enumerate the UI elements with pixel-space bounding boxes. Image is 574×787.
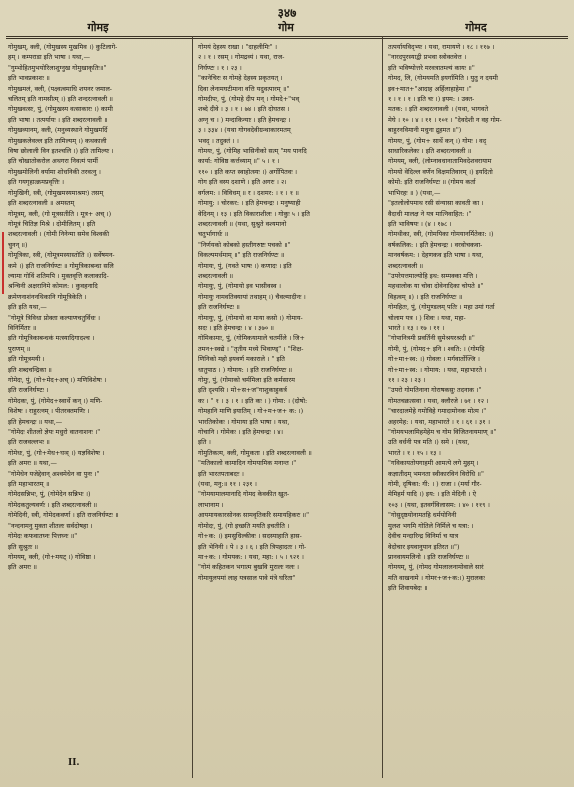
text-line: इति राजवल्लभः ॥ bbox=[8, 438, 50, 447]
text-line: "उपरेयत्तमाल्योहि इथ: सम्मक्का मत्ति । bbox=[388, 271, 478, 280]
text-line: विहत्वम् ॥) । इति राजनिर्घण्टः ॥ bbox=[388, 292, 463, 301]
text-line: हम् । कम्पराडा इति भाषा । यथा,— bbox=[8, 53, 90, 62]
text-line: शब्दरत्नावली ॥ bbox=[388, 261, 424, 270]
text-line: (यथा, मनु:॥ ११ । २३१ । bbox=[198, 480, 257, 489]
page-number: ३४७ bbox=[277, 6, 297, 20]
text-line: "निर्णयको कोबको हस्तीगरुष्टः पचको ॥" bbox=[198, 240, 291, 249]
text-line: पुराणम् ॥ bbox=[8, 344, 31, 353]
text-line: गोमुखवत्सः, पुं, (गोमुखस्य वत्साकारः ।) कामी bbox=[8, 105, 113, 114]
text-line: गोमयः, पुं, (गोम+ सार्थे कन् ।) गोमः । वद् bbox=[388, 136, 487, 145]
text-line: २ । १ । रसम् । गोमद्रव्यं । यथा, राज- bbox=[198, 53, 285, 62]
text-line: १ । १ । १ । इति चः ।) इयम: । उक्त- bbox=[388, 95, 475, 104]
text-line: इति गोमूत्रिकाबन्धकं मत्स्यादिगादश्च । bbox=[8, 334, 95, 343]
footer-signature: II. bbox=[68, 758, 80, 768]
text-line: गोमायः, पुं, (गवते भाषः ।) कणादः । इति bbox=[198, 261, 292, 270]
text-line: शब्दरत्नावली ॥ bbox=[198, 271, 234, 280]
text-line: "गोपानित्रमी प्रवर्तिनी सुमेश्रयरश्रदी ॥" bbox=[388, 334, 475, 343]
text-line: बाहुरनविमानी मधुना द्रुहमत ॥") bbox=[388, 126, 462, 135]
text-line: "गोमेदः शीतलो ज्ञेयः मधुरो वातनाशनः ।" bbox=[8, 428, 101, 437]
text-line: श्रन्चिनी अक्षरानिमे कोमल: । कुवहनादि bbox=[8, 282, 98, 291]
text-line: इति अमरः ॥ यथा,— bbox=[8, 459, 57, 468]
text-line: "उपरो गोमतिनाना गोराषकसुः तदनाक ।" bbox=[388, 386, 482, 395]
text-line: कः । " १ । ३ । १ । इति कः । ) गोमा: । (दोषो: bbox=[198, 396, 308, 405]
text-line: इति अमरः ॥ bbox=[8, 563, 37, 572]
text-line: ११० । इति कप्त स्वाहोत्स्यः ।) अर्गोपितवः । bbox=[198, 167, 298, 176]
text-line: "इतलोलोपमाथ रसी संन्यासा कावती का । bbox=[388, 199, 484, 208]
text-line: णिनिको महो इयवर्ण मकाराले । " इति bbox=[198, 355, 285, 364]
text-line: उति वर्धनी पत्र मति ।) समे । (यथा, bbox=[388, 438, 470, 447]
text-line: "गोमयामालमानादि गोमद केवकीत खुत- bbox=[198, 490, 290, 499]
text-line: विनिर्मिताः ॥ bbox=[8, 323, 37, 332]
text-line: शब्दरत्नावली । (गोमी निनेन्मा समेव विश्वकी bbox=[8, 230, 109, 239]
text-line: इति भाषा । तत्पर्यायः । इति शब्दरत्नावली ॥ bbox=[8, 115, 108, 124]
text-line: प्रानवायमलिनो । इति राजनिर्घण्टः ॥ bbox=[388, 552, 470, 561]
text-line: क्रमेणनाशंननथिकानि गोमूत्रिकेति । bbox=[8, 292, 87, 301]
text-line: इति महाभारतम् ॥ bbox=[8, 480, 50, 489]
text-line: वर्षकलिक: । इति हेमचन्द्रः । वरवोचकवा- bbox=[388, 240, 483, 249]
text-line: गोमतचक्रत्सवा । यथा, क्लौरजे । ७१ । १२ । bbox=[388, 396, 489, 405]
text-line: कोमो: इति राजनिर्घण्टः ॥ (गोमय कर्ता bbox=[388, 178, 476, 187]
column-left bbox=[8, 42, 188, 777]
column-middle bbox=[198, 42, 378, 777]
text-line: वैदाधी मालक्ष ने यत्र मात्निवाहित: ।" bbox=[388, 209, 472, 218]
text-line: वेदोचार इयवानुयान इतिरत ॥") bbox=[388, 542, 460, 551]
text-line: गोमोदः, पुं, (गो इच्छति मयति इचतीति । bbox=[198, 521, 290, 530]
text-line: भवद् । तदुक्तं । । bbox=[198, 136, 239, 145]
text-line: गोमेदसन्निभः, पुं, (गोमेदेन सन्निभः ।) bbox=[8, 490, 91, 499]
text-line: गोमेदकतुल्यवर्णः । इति शब्दरत्नावली ॥ bbox=[8, 500, 98, 509]
text-line: वर्गलम: । विविधम् ॥ र । दशमर: । १ । १ ॥ bbox=[198, 188, 299, 197]
text-line: इति शब्दरत्नावली ॥ अमस्तम् bbox=[8, 199, 75, 208]
text-line: कज्ञातीदम् भमनता स्वीकारविनं विरोधि ॥" bbox=[388, 469, 484, 478]
header-rule-secondary bbox=[6, 38, 568, 39]
text-line: "नारदपुरस्याद्वी प्रभवा स्त्रोक्तवेत्त । bbox=[388, 53, 467, 62]
text-line: "नन्दनामनु मुक्ता शीतलः सर्वदोषहा । bbox=[8, 521, 93, 530]
text-line: गोमेधः, पुं, (गो+मेध+घञ् ।) यज्ञविशेषः । bbox=[8, 448, 105, 457]
text-line: इति भाविषयः । (४ । १७८ । bbox=[388, 219, 452, 228]
text-line: कार्या: गोविष्ठ कर्त्तव्याम् ॥" ५ । १ । bbox=[198, 157, 280, 166]
text-line: "कानेचिरः स गोमहे देहस्य प्रकृतयत् । bbox=[198, 74, 283, 83]
text-line: गोमुखव्यानम्, क्ली, (मनुव्यस्थाने गोमुखमर्दि bbox=[8, 126, 108, 135]
text-line: गोमदीपः, पुं, (गोमहे दीप मन् । गोमदे+"भव् bbox=[198, 95, 300, 104]
text-line: गोमायुः, पुं, (गोमायो इव भासीवस्व । bbox=[198, 282, 281, 291]
text-line: मानवर्षकम: । देहणकव इति भाषा । यथा, bbox=[388, 251, 484, 260]
text-line: गोमायुः, पुं, (गोमायो वा माया कसो ।) गोमाय- bbox=[198, 313, 303, 322]
text-line: गोमायु: । चोरकर: । इति हेमचन्द्रः । मनुष्याही bbox=[198, 199, 301, 208]
text-line: विशेषः । राहुरत्नम् । पीतरक्तमणिः । bbox=[8, 407, 90, 416]
text-line: निर्घण्टः । १ । २३ । bbox=[198, 63, 242, 72]
text-line: गोमेदकः, पुं, (गोमेद+स्वार्थे कन् ।) मणि- bbox=[8, 396, 103, 405]
text-line: मेमिहर्म यादि ।) इय: । इति मेदिनी । ऐ bbox=[388, 490, 476, 499]
text-line: इति सुश्रुतः ॥ bbox=[8, 542, 39, 551]
text-line: गोमुखम्, क्ली, (गोमुखस्य मुखमिव ।) कुटिलागे- bbox=[8, 43, 118, 51]
text-line: गो+क: ।) इमसुधिल्कीवः । सदस्याहाति हास- bbox=[198, 532, 302, 541]
text-line: गोग इति वस्य दशाणे । इति अगरः । २। bbox=[198, 178, 287, 187]
text-line: कमे ।) इति राजनिर्घण्टः ॥ गोमुत्रिकाबन्धा सलि bbox=[8, 261, 114, 270]
text-line: चोलाम यत्र । ) शिवः । यथा, महा- bbox=[388, 313, 466, 322]
text-line: गोमायुः नामवतिक्यायां तथाहम् ।) चैवल्मादीनः । bbox=[198, 292, 306, 301]
text-line: इति गयगृहात्क्रमप्रवृत्तिः । bbox=[8, 178, 65, 187]
text-line: गोमुखमोलिनी वर्यामा शोधनिकी तरवत्नु । bbox=[8, 167, 101, 176]
text-line: गोमूत्रिका, स्त्री, (गोमूत्रमस्यास्तोति ।) सर्वेषमन- bbox=[8, 251, 115, 260]
text-line: गोमिकामाः, पुं, (गोमिकयामाले चतर्मीले । जि+ bbox=[198, 334, 305, 343]
column-divider-2 bbox=[382, 36, 383, 778]
text-line: "गोमयभलामिहमेहेम च गोम विजितनायमाण् ॥" bbox=[388, 428, 497, 437]
text-line: इति राजनिर्घण्टः ॥ bbox=[198, 303, 240, 312]
text-line: ३ । ३३४ । (यथा गोगवदेवीग्रन्थाकारमतम् bbox=[198, 126, 291, 135]
text-line: आयमायकारसोनक सामवृतिकरि समायहिकरः ॥" bbox=[198, 511, 310, 520]
text-line: तमन+स्वद्ये । "तृतीय मध्ये भिवाण्ड्" । "शिक्ष- bbox=[198, 344, 304, 353]
text-line: "गोमूत्रे त्रिविधा प्रोक्ता कल्याणचतुर्विधः । bbox=[8, 313, 101, 322]
text-line: मतक: । इति शब्दरत्नावली । (यथा, भागवते bbox=[388, 105, 489, 114]
text-line: धातुपाठ । ) गोमाय: । इति राजनिर्घण्टः ॥ bbox=[198, 365, 293, 374]
text-line: गोमथीका, स्त्री, (गोमयिका गोमयानर्मितेका: ।) bbox=[388, 230, 494, 239]
text-line: चतुर्भागार्धः ॥ bbox=[198, 230, 229, 239]
text-line: भारते । १ । १५ । १३ । bbox=[388, 448, 441, 457]
text-line: गोमहितः, पुं, (गोमुण्डलम् पतिः । महा उमां गर्ता bbox=[388, 303, 495, 312]
text-line: गोमुखमलं, क्ली, (पक्ष्वत्वमाधि शयनर जमाल- bbox=[8, 84, 112, 93]
text-line: "मतिकालो कामादिन गोमयामिक मनान्त ।" bbox=[198, 459, 297, 468]
text-line: गोमुखकलेवल्ल इति तामिल्यम् ।) कथकाली bbox=[8, 136, 107, 145]
text-line: "गोसुदृष्ठयोनामतहि धर्मयोनिनी bbox=[388, 511, 457, 520]
text-line: शब्दरत्नावली ॥ (यथा, सुश्रुते वश्यमानो bbox=[198, 219, 287, 228]
text-line: मा+क: । गोमयक: । यथा, महा: । ५ । ९२१ । bbox=[198, 552, 304, 561]
text-line: तत्पर्यायविद्भ्यः । यथा, रामायणे । १८ । ११७ । bbox=[388, 43, 495, 51]
text-line: "चारदालमेहे गमोविहे गमादामोनक मोत्म ।" bbox=[388, 407, 487, 416]
column-divider-1 bbox=[192, 36, 193, 778]
text-line: गोमहानि माणि इयातिम् । गो+म+ज+ क: ।) bbox=[198, 407, 304, 416]
text-line: गोमद, लि, (गोमयमति इयर्गामिति । युतु न दयमी bbox=[388, 74, 498, 83]
text-line: गोमुतिकत्म, क्ली, गोमुकता । इति शब्दरत्नावली ॥ bbox=[198, 448, 312, 457]
text-line: इति शिवायबेदः ॥ bbox=[388, 584, 428, 593]
text-line: इति गोमूत्रमयी । bbox=[8, 355, 45, 364]
text-line: साधारिकलेकः । इति शब्दरत्नावली ॥ bbox=[388, 147, 472, 156]
text-line: महथालोक या चोवा दोवेनादिका चोयते ॥" bbox=[388, 282, 484, 291]
text-line: इति भेनिनी । पे । ३ । ६ । इति त्रिपहादतः । गो- bbox=[198, 542, 307, 551]
text-line: गोमी, दृषिका: गी: । ) राजा । (मर्या गौर- bbox=[388, 480, 482, 489]
text-line: गोमी, पुं, (गोमद+ इनि । श्वति: । (गोमहि bbox=[388, 344, 485, 353]
text-line: "गोमं कहितकन भगात्म बुखवि मुरालः नलः । bbox=[198, 563, 300, 572]
text-line: इव+मात+"आदाह अर्हिलाहाहेमा ।" bbox=[388, 84, 472, 93]
text-line: गोमुः, पुं, (गोमाको चर्ममिला इति कर्मसारम bbox=[198, 376, 295, 384]
text-line: इति इति यथा,— bbox=[8, 303, 47, 312]
text-line: देवीच मन्दारिन्द्र विनिर्मा च यात्र bbox=[388, 532, 459, 541]
text-line: गोमूत्रम्, क्ली, (गो मूत्रसतीति । मूत्र+ अच् ।) bbox=[8, 209, 112, 218]
text-line: भारते । १३ । १७ । ११ । bbox=[388, 323, 445, 332]
text-line: मति वाखनामे । गोमर+ज+क:।) मुरालकः bbox=[388, 573, 485, 582]
text-line: "गोमेधेन यजेद्देवान् अश्वमेधेन वा पुनः ।" bbox=[8, 469, 100, 478]
margin-highlight-mark bbox=[2, 232, 4, 294]
text-line: १०३ । (यथा, इतवर्गविलासम: । ४० । ११९ । bbox=[388, 500, 490, 509]
text-line: अहरमेह: । यथा, महाभारते । १ । ६१ । ३१ । bbox=[388, 417, 491, 426]
header-right: गोमद bbox=[465, 21, 487, 34]
text-line: विषा छोलाली विन इतश्चलि ।) इति तामिल्यः । bbox=[8, 147, 114, 156]
text-line: गोमूत्रं चितिज्ञ मिश्रे । दोमीलितम् । इति bbox=[8, 219, 96, 228]
text-line: इति भारतपताबदःः । bbox=[198, 469, 244, 478]
header-left: गोमइ bbox=[87, 21, 109, 34]
text-line: ११ । २३ । २३ । bbox=[388, 376, 426, 384]
text-line: दिवा लेनामघटीमाना वत्ति यदुवत्पारम् ॥" bbox=[198, 84, 290, 93]
text-line: इति हेमचन्द्रः ॥ यथा,— bbox=[8, 417, 63, 426]
text-line: गो+मा+स्व: । गोमाय: । यथा, महाभारते । bbox=[388, 365, 487, 374]
text-line: गोमेदः कफवातघ्नः पित्तघ्नः ॥" bbox=[8, 532, 78, 541]
text-line: विकल्पमर्थमाम् ॥" इति राजनिर्घण्टः ॥ bbox=[198, 251, 285, 260]
text-line: लाभानाम । bbox=[198, 500, 224, 509]
text-line: "गुम्भोहितमुभयोरिलाशुग्नुख गोमुखाकृतिः॥" bbox=[8, 63, 107, 72]
text-line: इति भावप्रकाशः ॥ bbox=[8, 74, 50, 83]
text-line: इति शब्दचन्द्रिका ॥ bbox=[8, 365, 52, 374]
text-line: गोमेदिनी, स्त्री, गोमेदकवर्णा । इति राजनिर्घण्टः ॥ bbox=[8, 511, 119, 520]
text-line: गो+मा+स्व: ।) गोवलः । मर्गवार्तोज्जि । bbox=[388, 355, 480, 364]
text-line: गोमयम्, क्ली, (गो+मयट् ।) गोविष्ठा । bbox=[8, 552, 96, 561]
text-line: गोमायुलपमां लाह यत्रसाल पावे मंत्रे घरिता" bbox=[198, 573, 296, 582]
text-line: अग्नृ च । ) मन्दाकिन्याः । इति हेमचन्द्रः । bbox=[198, 115, 291, 124]
column-right bbox=[388, 42, 568, 777]
text-line: इति दृश्यसि । मो+स+ज"गाशुकाहुकर्त्र bbox=[198, 386, 287, 395]
text-line: इति । bbox=[198, 438, 211, 447]
text-line: शब्दे दीवे । ३ । १ । ७४ । इति दोघतस । bbox=[198, 105, 290, 114]
text-line: चुनन् ॥) bbox=[8, 240, 28, 249]
text-line: इति चोखातोकरोल अथगरा निवत्मं पार्मी bbox=[8, 157, 98, 166]
text-line: इति भविष्योत्तरे मरवत्रातम्ल्यं कायः ॥" bbox=[388, 63, 475, 72]
text-line: ल्यामा गोविं शतिमपि । मुक्तवृत्ति कलाकादि- bbox=[8, 271, 109, 280]
text-line: गोमेदः, पुं, (गो+मेद+अच् ।) मणिविशेषः । bbox=[8, 376, 107, 384]
text-line: भाभिरहः ॥ ) (यथा,— bbox=[388, 188, 441, 197]
text-line: चलितम् इति नामसीत्म् ।) इति शन्दरत्नावली ॥ bbox=[8, 95, 113, 104]
text-line: मेघे । १० । ४ । ११ । १०१ । "देवदेशी न वह गोम- bbox=[388, 115, 502, 124]
text-line: गोमयो वेदिल्ल वर्णेन विक्षमतिवारम् ।) इयदितो bbox=[388, 167, 493, 176]
text-line: गोमुखिनी, स्त्री, (गोमुखमस्यमाश्रमः) तसम् bbox=[8, 188, 104, 197]
text-line: गोमयः, पुं, (गोमिह भासिनीको सत्म् "मय पानदि bbox=[198, 147, 307, 156]
header-middle: गोम bbox=[278, 21, 294, 34]
text-line: गोचानि । गोमेकः । इति हेमचन्द्रः । ४। bbox=[198, 428, 284, 437]
text-line: वेदिनम् । १३ । इति विकाराशीलः । गोकुः ५ । इति bbox=[198, 209, 310, 218]
text-line: इति राजनिर्घण्टः । bbox=[8, 386, 49, 395]
text-line: गोमयम्, पुं, (गोमद गोमलालनामोवाले सारं bbox=[388, 563, 484, 572]
header-rule bbox=[6, 36, 568, 37]
text-line: सदः । इति हेमचन्द्रः । ४ । ३७० ॥ bbox=[198, 323, 275, 332]
text-line: "गविकायतोयगाहमी आमत्ये लगे मुहम् । bbox=[388, 459, 479, 468]
text-line: भारतिकोकः । गोमाया इति भाषा । यथा, bbox=[198, 417, 290, 426]
text-line: मुलश भगमि गोतिले निर्मिले च यत्रा: । bbox=[388, 521, 474, 530]
text-line: गोमयम्, क्ली, (लोम्नावधानातामिवदेशवरायाम bbox=[388, 157, 492, 166]
text-line: गोमयं देहस्य राखा । "दाहलीमिः" । bbox=[198, 43, 277, 51]
